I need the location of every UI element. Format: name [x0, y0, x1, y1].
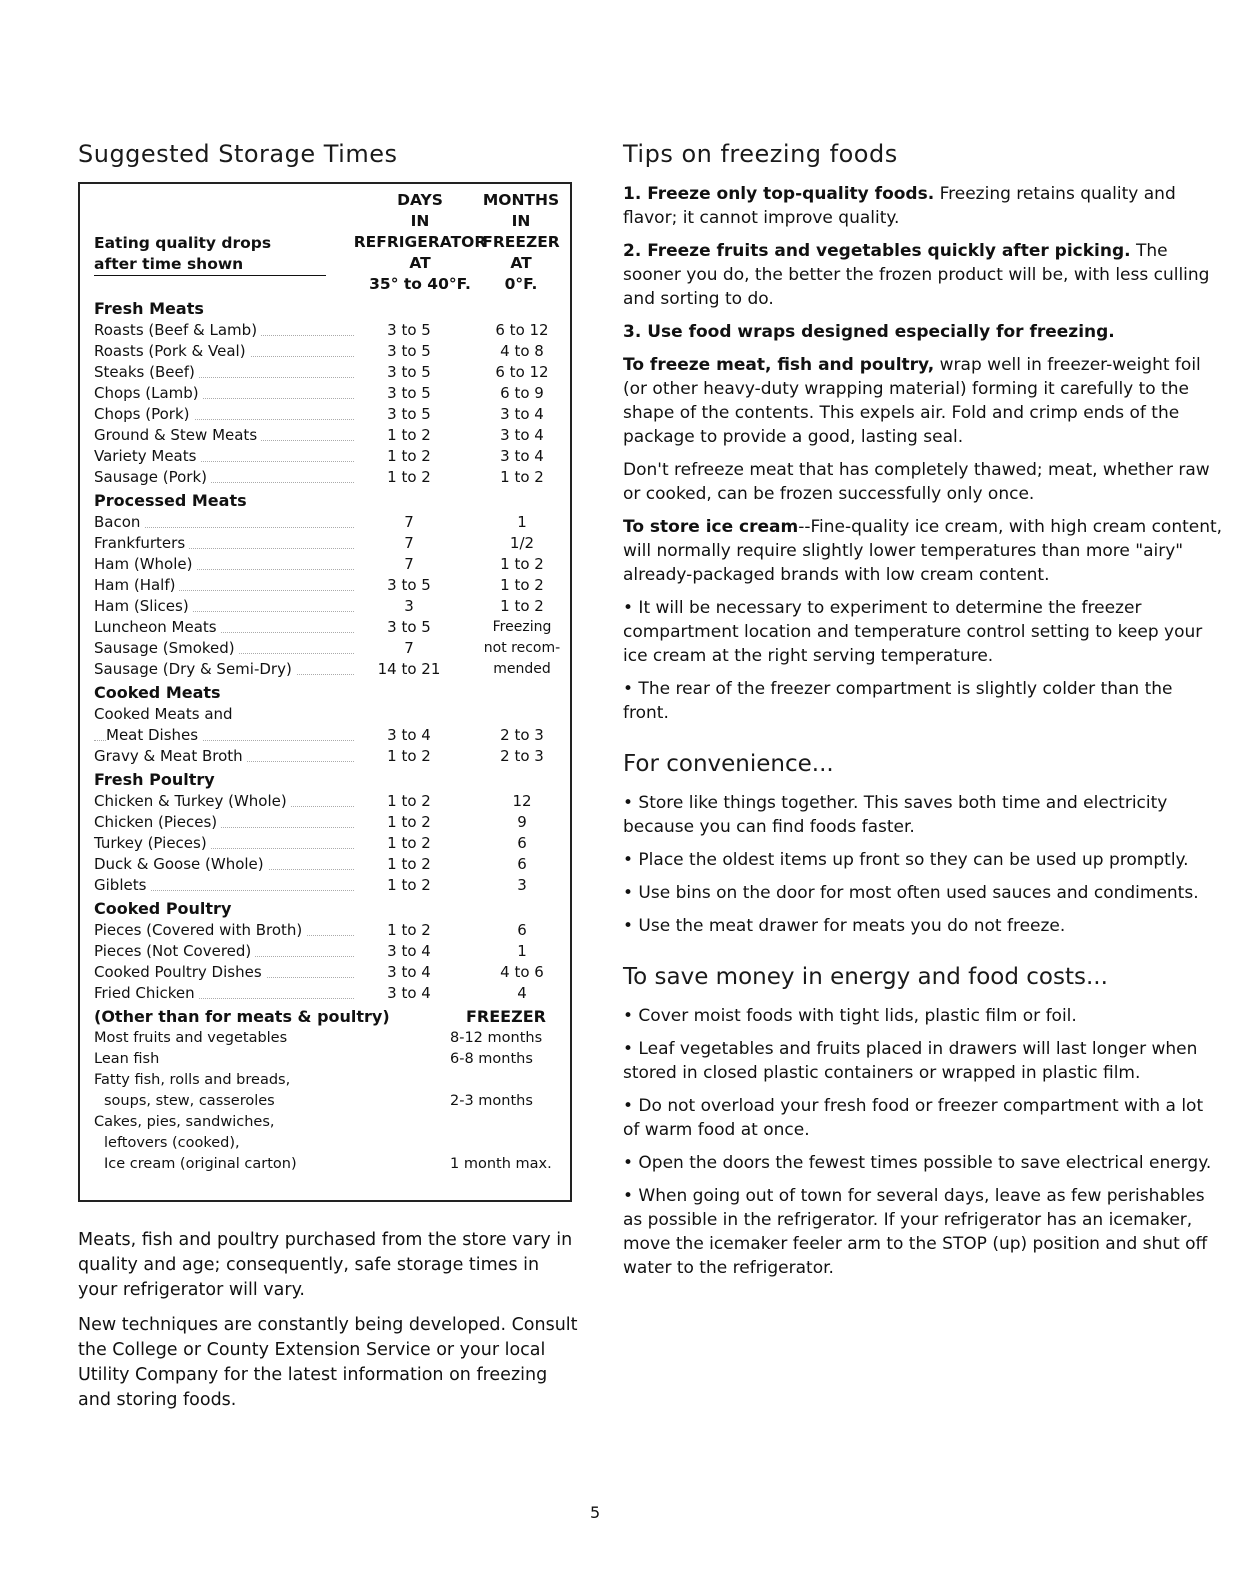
- freezer-months: 3 to 4: [500, 426, 544, 444]
- food-name: [94, 467, 211, 488]
- freezer-months: 6: [517, 834, 527, 852]
- refrigerator-days: 1 to 2: [387, 834, 431, 852]
- table-row: [94, 854, 564, 875]
- food-label: Variety Meats: [94, 447, 200, 465]
- tip-lead: To freeze meat, fish and poultry,: [623, 355, 935, 375]
- refrigerator-days: 1 to 2: [387, 921, 431, 939]
- table-row: [94, 1028, 564, 1049]
- freezer-months: 12: [512, 792, 532, 810]
- food-name: [94, 920, 306, 941]
- food-label: Frankfurters: [94, 534, 189, 552]
- food-name: [94, 596, 193, 617]
- food-name: [94, 575, 179, 596]
- food-label: Chicken & Turkey (Whole): [94, 792, 291, 810]
- table-row: [94, 362, 564, 383]
- food-name: [94, 341, 250, 362]
- note-paragraph: New techniques are constantly being developed. Consult the College or County Extension Service or your local Utility Company for the latest information on freezing and storing foods.: [78, 1315, 578, 1410]
- freezer-months: not recom-: [483, 640, 561, 656]
- category-heading: Fresh Meats: [94, 299, 204, 318]
- freezer-months: 2 to 3: [500, 747, 544, 765]
- food-label: Pieces (Covered with Broth): [94, 921, 306, 939]
- table-row: [94, 1133, 564, 1154]
- refrigerator-days: 14 to 21: [377, 660, 441, 678]
- food-label: Ham (Slices): [94, 597, 193, 615]
- convenience-item: • Use the meat drawer for meats you do not freeze.: [623, 916, 1066, 936]
- table-row: [94, 638, 564, 659]
- refrigerator-days: 3 to 4: [387, 984, 431, 1002]
- food-label: Ham (Half): [94, 576, 179, 594]
- tip-text: The sooner you do, the better the frozen product will be, with less culling and sorting to do.: [623, 241, 1210, 309]
- storage-section: [78, 140, 578, 1202]
- category-heading: Processed Meats: [94, 491, 247, 510]
- freezer-months: 1 to 2: [500, 468, 544, 486]
- months-header: MONTHS IN FREEZER AT 0°F.: [482, 191, 560, 293]
- refrigerator-days: 3 to 5: [387, 321, 431, 339]
- freezer-months: 6: [517, 921, 527, 939]
- food-label: Cooked Meats and: [94, 705, 233, 723]
- tip-lead: 3. Use food wraps designed especially for freezing.: [623, 322, 1115, 342]
- freezer-months: 6 to 12: [495, 321, 549, 339]
- table-row: [94, 512, 564, 533]
- food-name: leftovers (cooked),: [104, 1135, 240, 1151]
- other-foods-heading: [94, 1006, 564, 1028]
- food-label: Gravy & Meat Broth: [94, 747, 247, 765]
- tip-text: • It will be necessary to experiment to determine the freezer compartment location and temperature control setting to keep your ice cream at the right serving temperature.: [623, 598, 1203, 666]
- freezer-months: 3 to 4: [500, 405, 544, 423]
- refrigerator-days: 1 to 2: [387, 747, 431, 765]
- tip-text: --Fine-quality ice cream, with high cream content, will normally require slightly lower temperatures than more "airy" already-packaged brands with low cream content.: [623, 517, 1223, 585]
- table-row: [94, 812, 564, 833]
- table-row: [94, 1049, 564, 1070]
- freezer-months: 4 to 6: [500, 963, 544, 981]
- tips-title: Tips on freezing foods: [623, 140, 898, 168]
- food-name: Cakes, pies, sandwiches,: [94, 1114, 275, 1130]
- table-row: [94, 383, 564, 404]
- food-label: Sausage (Smoked): [94, 639, 239, 657]
- food-label: Sausage (Dry & Semi-Dry): [94, 660, 296, 678]
- freezer-time: 6-8 months: [450, 1051, 533, 1067]
- refrigerator-days: 1 to 2: [387, 426, 431, 444]
- refrigerator-days: 3 to 5: [387, 618, 431, 636]
- food-label: Luncheon Meats: [94, 618, 221, 636]
- food-label: Steaks (Beef): [94, 363, 199, 381]
- refrigerator-days: 1 to 2: [387, 792, 431, 810]
- page-number: 5: [590, 1503, 601, 1522]
- food-label: Roasts (Pork & Veal): [94, 342, 250, 360]
- table-row: [94, 659, 564, 680]
- freezer-months: 1 to 2: [500, 576, 544, 594]
- food-name: [94, 812, 221, 833]
- table-row: [94, 983, 564, 1004]
- save-item: • Cover moist foods with tight lids, plastic film or foil.: [623, 1006, 1077, 1026]
- table-row: [94, 1112, 564, 1133]
- freezer-months: 9: [517, 813, 527, 831]
- refrigerator-days: 1 to 2: [387, 813, 431, 831]
- food-name: [94, 833, 211, 854]
- tip-text: • The rear of the freezer compartment is slightly colder than the front.: [623, 679, 1173, 723]
- save-list: [623, 1004, 1223, 1280]
- refrigerator-days: 3 to 5: [387, 405, 431, 423]
- food-name: [94, 320, 261, 341]
- table-row: [94, 941, 564, 962]
- food-name: [94, 383, 203, 404]
- food-name: [94, 983, 199, 1004]
- convenience-item: • Place the oldest items up front so they can be used up promptly.: [623, 850, 1189, 870]
- table-row: [94, 875, 564, 896]
- category-heading: Cooked Poultry: [94, 899, 232, 918]
- food-name: [94, 962, 266, 983]
- food-name: soups, stew, casseroles: [104, 1093, 275, 1109]
- table-row: [94, 1091, 564, 1112]
- food-name: [94, 659, 296, 680]
- food-name: [94, 446, 200, 467]
- tip-text: wrap well in freezer-weight foil (or other heavy-duty wrapping material) forming it carefully to the shape of the contents. This expels air. Fold and crimp ends of the package to provide a good, lasting seal.: [623, 355, 1201, 447]
- table-rows: [94, 296, 564, 1175]
- tip-lead: 1. Freeze only top-quality foods.: [623, 184, 935, 204]
- food-name: [94, 512, 144, 533]
- freezer-time: 2-3 months: [450, 1093, 533, 1109]
- refrigerator-days: 7: [404, 555, 414, 573]
- save-item: • Leaf vegetables and fruits placed in drawers will last longer when stored in closed plastic containers or wrapped in plastic film.: [623, 1039, 1198, 1083]
- convenience-title: For convenience...: [623, 751, 834, 777]
- refrigerator-days: 7: [404, 639, 414, 657]
- tip-lead: To store ice cream: [623, 517, 799, 537]
- food-label: Sausage (Pork): [94, 468, 211, 486]
- days-header: DAYS IN REFRIGERATOR AT 35° to 40°F.: [353, 191, 487, 293]
- table-row: [94, 425, 564, 446]
- refrigerator-days: 1 to 2: [387, 855, 431, 873]
- freezer-months: 1: [517, 513, 527, 531]
- food-name: [94, 638, 239, 659]
- tip-paragraph: [623, 353, 1223, 449]
- eating-quality-note: Eating quality drops after time shown: [94, 233, 326, 276]
- storage-table: [78, 182, 572, 1202]
- freezer-months: mended: [493, 661, 551, 677]
- food-name: [94, 404, 194, 425]
- freezer-months: 4: [517, 984, 527, 1002]
- food-name: Fatty fish, rolls and breads,: [94, 1072, 291, 1088]
- food-label: Roasts (Beef & Lamb): [94, 321, 261, 339]
- refrigerator-days: 3 to 4: [387, 963, 431, 981]
- table-row: [94, 575, 564, 596]
- food-name: [94, 425, 261, 446]
- food-label: Pieces (Not Covered): [94, 942, 255, 960]
- food-name: [94, 554, 196, 575]
- storage-notes: [78, 1228, 578, 1423]
- refrigerator-days: 3 to 5: [387, 342, 431, 360]
- food-name: Ice cream (original carton): [104, 1156, 297, 1172]
- save-title: To save money in energy and food costs...: [623, 964, 1108, 990]
- refrigerator-days: 3 to 5: [387, 576, 431, 594]
- refrigerator-days: 3 to 4: [387, 942, 431, 960]
- food-name: [94, 533, 189, 554]
- table-row: [94, 833, 564, 854]
- save-item: • When going out of town for several days, leave as few perishables as possible in the refrigerator. If your refrigerator has an icemaker, move the icemaker feeler arm to the STOP (up) position and shut off water to the refrigerator.: [623, 1186, 1208, 1278]
- refrigerator-days: 3 to 5: [387, 384, 431, 402]
- save-item: • Do not overload your fresh food or freezer compartment with a lot of warm food at once.: [623, 1096, 1204, 1140]
- refrigerator-days: 1 to 2: [387, 468, 431, 486]
- tip-lead: 2. Freeze fruits and vegetables quickly after picking.: [623, 241, 1131, 261]
- category-heading: Fresh Poultry: [94, 770, 215, 789]
- table-row: [94, 746, 564, 767]
- refrigerator-days: 1 to 2: [387, 876, 431, 894]
- food-label: Chops (Lamb): [94, 384, 203, 402]
- table-row: [94, 341, 564, 362]
- freezer-months: 1/2: [509, 534, 535, 552]
- table-row: [94, 704, 564, 725]
- refrigerator-days: 3: [404, 597, 414, 615]
- tip-text: Don't refreeze meat that has completely thawed; meat, whether raw or cooked, can be frozen successfully only once.: [623, 460, 1210, 504]
- freezer-months: 4 to 8: [500, 342, 544, 360]
- tip-paragraph: [623, 458, 1223, 506]
- tip-paragraph: [623, 320, 1223, 344]
- food-name: [94, 875, 150, 896]
- food-label: Fried Chicken: [94, 984, 199, 1002]
- food-name: Most fruits and vegetables: [94, 1030, 288, 1046]
- freezer-months: 1: [517, 942, 527, 960]
- food-name: [94, 746, 247, 767]
- food-label: Meat Dishes: [106, 726, 202, 744]
- food-label: Bacon: [94, 513, 144, 531]
- other-heading-label: (Other than for meats & poultry): [94, 1007, 390, 1026]
- convenience-list: [623, 791, 1223, 938]
- freezer-time: 8-12 months: [450, 1030, 543, 1046]
- food-name: [94, 791, 291, 812]
- food-name: [106, 725, 202, 746]
- table-row: [94, 791, 564, 812]
- food-name: [94, 854, 268, 875]
- convenience-item: • Store like things together. This saves both time and electricity because you can find foods faster.: [623, 793, 1168, 837]
- category-heading: Cooked Meats: [94, 683, 221, 702]
- food-label: Chops (Pork): [94, 405, 194, 423]
- table-row: [94, 404, 564, 425]
- freezer-months: 6 to 9: [500, 384, 544, 402]
- tip-paragraph: [623, 596, 1223, 668]
- food-name: [94, 617, 221, 638]
- table-row: [94, 533, 564, 554]
- freezer-months: 3: [517, 876, 527, 894]
- tip-paragraph: [623, 515, 1223, 587]
- tips-section: [623, 140, 1223, 1289]
- tip-paragraph: [623, 677, 1223, 725]
- table-row: [94, 725, 564, 746]
- table-row: [94, 617, 564, 638]
- food-name: [94, 362, 199, 383]
- note-paragraph: Meats, fish and poultry purchased from the store vary in quality and age; consequently, safe storage times in your refrigerator will vary.: [78, 1230, 573, 1300]
- food-label: Chicken (Pieces): [94, 813, 221, 831]
- food-label: Turkey (Pieces): [94, 834, 211, 852]
- food-label: Giblets: [94, 876, 150, 894]
- tips-list: [623, 182, 1223, 725]
- food-label: Cooked Poultry Dishes: [94, 963, 266, 981]
- freezer-months: 6: [517, 855, 527, 873]
- refrigerator-days: 7: [404, 513, 414, 531]
- table-row: [94, 596, 564, 617]
- refrigerator-days: 3 to 5: [387, 363, 431, 381]
- refrigerator-days: 1 to 2: [387, 447, 431, 465]
- table-row: [94, 446, 564, 467]
- refrigerator-days: 3 to 4: [387, 726, 431, 744]
- storage-title: Suggested Storage Times: [78, 140, 398, 168]
- tip-text: Freezing retains quality and flavor; it cannot improve quality.: [623, 184, 1176, 228]
- food-label: Duck & Goose (Whole): [94, 855, 268, 873]
- freezer-time: 1 month max.: [450, 1156, 552, 1172]
- tip-paragraph: [623, 182, 1223, 230]
- freezer-months: Freezing: [492, 619, 552, 635]
- food-name: [94, 704, 233, 725]
- freezer-months: 2 to 3: [500, 726, 544, 744]
- freezer-months: 1 to 2: [500, 597, 544, 615]
- refrigerator-days: 7: [404, 534, 414, 552]
- freezer-months: 1 to 2: [500, 555, 544, 573]
- food-label: Ground & Stew Meats: [94, 426, 261, 444]
- table-row: [94, 554, 564, 575]
- food-name: Lean fish: [94, 1051, 160, 1067]
- table-row: [94, 920, 564, 941]
- tip-paragraph: [623, 239, 1223, 311]
- table-row: [94, 1154, 564, 1175]
- food-name: [94, 941, 255, 962]
- table-row: [94, 320, 564, 341]
- table-row: [94, 1070, 564, 1091]
- table-row: [94, 962, 564, 983]
- food-label: Ham (Whole): [94, 555, 196, 573]
- convenience-item: • Use bins on the door for most often used sauces and condiments.: [623, 883, 1199, 903]
- freezer-months: 6 to 12: [495, 363, 549, 381]
- freezer-label: FREEZER: [466, 1007, 546, 1026]
- table-row: [94, 467, 564, 488]
- save-item: • Open the doors the fewest times possible to save electrical energy.: [623, 1153, 1212, 1173]
- freezer-months: 3 to 4: [500, 447, 544, 465]
